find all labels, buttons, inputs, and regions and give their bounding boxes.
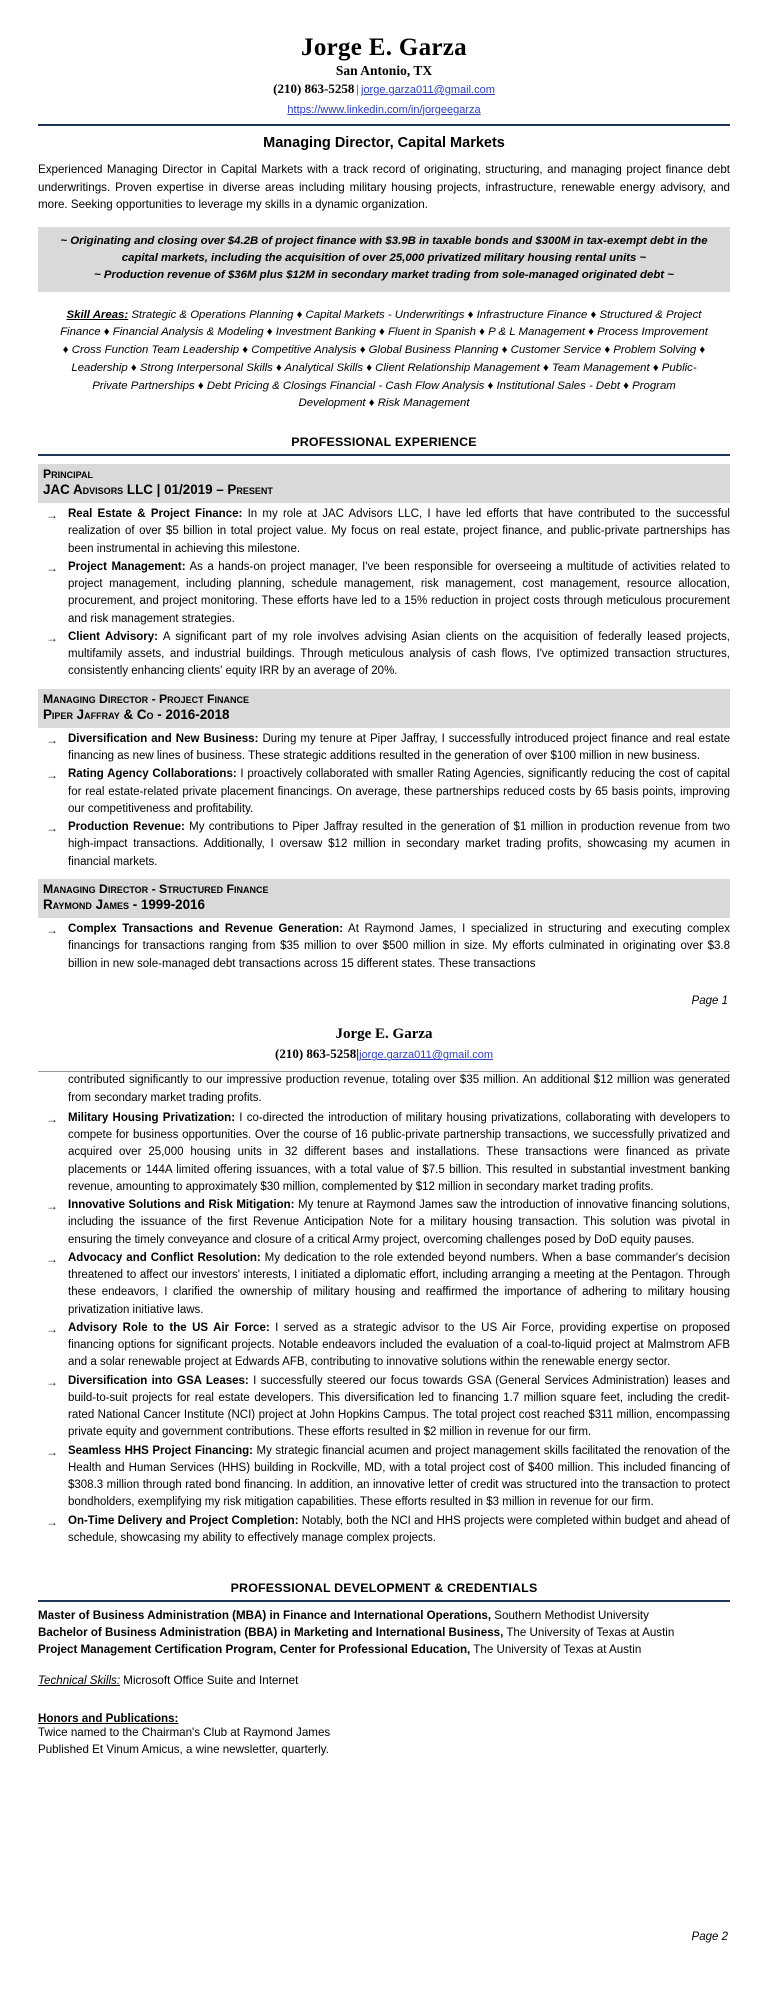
bullet-text: My contributions to Piper Jaffray resulted in the generation of $1 million in production revenue from two high-impact transactions. Additionally, I oversaw $12 million in secondary market trading profits, showcasing my acumen in financial markets. xyxy=(68,821,731,868)
candidate-location: San Antonio, TX xyxy=(335,63,433,78)
arrow-icon: → xyxy=(46,630,58,645)
credential-school: The University of Texas at Austin xyxy=(470,1642,642,1656)
contact-line xyxy=(38,81,730,98)
section-title-credentials: PROFESSIONAL DEVELOPMENT & CREDENTIALS xyxy=(230,1581,538,1596)
professional-summary: Experienced Managing Director in Capital Markets with a track record of originating, structuring, and managing project finance debt underwritings. Proven expertise in diverse areas including military housing projects, infrastructure, renewable energy advisory, and more. Seeking opportunities to leverage my skills in a dynamic organization. xyxy=(38,163,730,211)
continuation-paragraph: contributed significantly to our impressive production revenue, totaling over $35 million. An additional $12 million was generated from secondary market trading profits. xyxy=(68,1074,730,1104)
page-2-header xyxy=(38,1025,730,1063)
candidate-name-page2: Jorge E. Garza xyxy=(335,1025,433,1042)
bullet-text: As a hands-on project manager, I've been responsible for overseeing a multitude of activities related to project management, including planning, schedule management, risk management, cost management, resource allocation, procurement, and project monitoring. These efforts have led to a 15% reduction in project costs through meticulous procurement and risk management strategies. xyxy=(68,560,730,625)
job-company-0: JAC Advisors LLC | 01/2019 – Present xyxy=(43,482,273,498)
credential-school: The University of Texas at Austin xyxy=(503,1625,675,1639)
job-role-0: Principal xyxy=(43,466,93,481)
page-2-footer: Page 2 xyxy=(691,1930,728,1943)
highlight-line-2: ~ Production revenue of $36M plus $12M in secondary market trading from sole-managed originated debt ~ xyxy=(94,269,674,282)
bullet-item xyxy=(38,1373,730,1442)
credentials-list xyxy=(38,1608,730,1658)
bullet-lead: Innovative Solutions and Risk Mitigation: xyxy=(68,1199,295,1212)
bullet-item xyxy=(38,1110,730,1196)
contact-line-page2 xyxy=(38,1046,730,1063)
arrow-icon: → xyxy=(46,923,58,938)
arrow-icon: → xyxy=(46,1199,58,1214)
linkedin-link[interactable]: https://www.linkedin.com/in/jorgeegarza xyxy=(287,103,481,116)
skill-areas-label: Skill Areas: xyxy=(66,308,129,321)
page-2-bullets xyxy=(38,1110,730,1547)
honors-item: Published Et Vinum Amicus, a wine newsletter, quarterly. xyxy=(38,1743,329,1757)
bullet-lead: Real Estate & Project Finance: xyxy=(68,508,243,521)
linkedin-line xyxy=(38,98,730,120)
arrow-icon: → xyxy=(46,1444,58,1459)
arrow-icon: → xyxy=(46,1321,58,1336)
arrow-icon: → xyxy=(46,508,58,523)
arrow-icon: → xyxy=(46,1111,58,1126)
bullet-item xyxy=(38,1443,730,1512)
section-title-experience: PROFESSIONAL EXPERIENCE xyxy=(291,434,477,449)
honors-item: Twice named to the Chairman's Club at Raymond James xyxy=(38,1726,331,1740)
bullet-text: A significant part of my role involves advising Asian clients on the acquisition of federally leased projects, multifamily assets, and industrial buildings. Through meticulous analysis of cash flows, I've optimized transaction structures, consistently enhancing clients' equity IRR by an average of 20%. xyxy=(68,630,730,678)
phone-number-page2: (210) 863-5258 xyxy=(275,1046,357,1062)
bullet-text: I successfully steered our focus towards GSA (General Services Administration) leases and build-to-suit projects for real estate developers. This diversification led to financing 1.7 million square feet, including the credit-rated National Cancer Institute (NCI) project at John Hopkins Campus. The total project cost reached $311 million, encompassing private equity and government contributions. These efforts resulted in $2 million in revenue for our firm. xyxy=(68,1374,731,1439)
page-1-footer: Page 1 xyxy=(691,994,728,1007)
bullet-item xyxy=(38,921,730,973)
bullet-lead: Production Revenue: xyxy=(68,821,185,834)
credentials-divider xyxy=(38,1600,730,1602)
bullet-lead: On-Time Delivery and Project Completion: xyxy=(68,1514,299,1527)
job-bullets-2 xyxy=(38,921,730,973)
skill-areas-list: Strategic & Operations Planning ♦ Capital Markets - Underwritings ♦ Infrastructure Finance ♦ Structured & Project Finance ♦ Financial Analysis & Modeling ♦ Investment Banking ♦ Fluent in Spanish ♦ P & L Management ♦ Process Improvement ♦ Cross Function Team Leadership ♦ Competitive Analysis ♦ Global Business Planning ♦ Customer Service ♦ Problem Solving ♦ Leadership ♦ Strong Interpersonal Skills ♦ Analytical Skills ♦ Client Relationship Management ♦ Team Management ♦ Public-Private Partnerships ♦ Debt Pricing & Closings Financial - Cash Flow Analysis ♦ Institutional Sales - Debt ♦ Program Development ♦ Risk Management xyxy=(60,308,708,410)
bullet-lead: Diversification and New Business: xyxy=(68,732,259,745)
bullet-lead: Military Housing Privatization: xyxy=(68,1111,236,1124)
bullet-item xyxy=(38,1197,730,1249)
job-company-2: Raymond James - 1999-2016 xyxy=(43,897,205,913)
highlight-line-1: ~ Originating and closing over $4.2B of project finance with $3.9B in taxable bonds and $300M in tax-exempt debt in the capital markets, including the acquisition of over 25,000 privatized military housing rental units ~ xyxy=(60,234,708,265)
phone-number: (210) 863-5258 xyxy=(273,80,355,96)
bullet-item xyxy=(38,731,730,766)
job-bullets-0 xyxy=(38,506,730,681)
experience-divider xyxy=(38,454,730,456)
job-header-2 xyxy=(38,879,730,918)
bullet-text: In my role at JAC Advisors LLC, I have led efforts that have contributed to the successful realization of over $5 billion in total project value. My focus on real estate, project finance, and public-private partnerships has been instrumental in achieving this milestone. xyxy=(68,508,730,555)
skill-areas xyxy=(38,307,730,413)
bullet-text: During my tenure at Piper Jaffray, I successfully introduced project finance and real estate financing as new lines of business. These strategic additions resulted in the generation of over $100 million in new business. xyxy=(68,732,731,763)
bullet-text: My tenure at Raymond James saw the introduction of innovative financing solutions, including the issuance of the first Revenue Anticipation Note for a military housing transaction. This solution was pivotal in ensuring the timely conveyance and closure of a critical Army project, overcoming challenges posed by DoD equity pauses. xyxy=(68,1199,730,1246)
bullet-item xyxy=(38,766,730,818)
bullet-text: Notably, both the NCI and HHS projects were completed within budget and ahead of schedule, showcasing my ability to effectively manage complex projects. xyxy=(68,1514,730,1544)
bullet-item xyxy=(38,506,730,558)
resume-page-2 xyxy=(0,1007,768,2007)
bullet-lead: Rating Agency Collaborations: xyxy=(68,768,237,781)
bullet-item xyxy=(38,559,730,628)
contact-separator: | xyxy=(356,80,359,96)
header-divider xyxy=(38,124,730,126)
arrow-icon: → xyxy=(46,732,58,747)
bullet-text: My strategic financial acumen and project management skills facilitated the renovation of the Health and Human Services (HHS) building in Rockville, MD, with a total project cost of $400 million. This included financing of $308.3 million through rated bond financing. In addition, an innovative letter of credit was structured into the transaction to protect bondholders, exemplifying my risk mitigation capabilities. These efforts resulted in $3 million in revenue for our firm. xyxy=(68,1444,730,1509)
credential-item xyxy=(38,1608,730,1625)
credential-degree: Master of Business Administration (MBA) in Finance and International Operations, xyxy=(38,1609,492,1623)
arrow-icon: → xyxy=(46,768,58,783)
technical-skills xyxy=(38,1673,730,1690)
technical-skills-text: Microsoft Office Suite and Internet xyxy=(120,1674,299,1688)
arrow-icon: → xyxy=(46,1251,58,1266)
credential-item xyxy=(38,1642,730,1659)
job-bullets-1 xyxy=(38,731,730,871)
bullet-text: At Raymond James, I specialized in structuring and executing complex financings for transactions ranging from $35 million to over $500 million in size. My efforts culminated in originating over $3.8 billion in new sole-managed debt transactions across 15 different states. These transactions xyxy=(68,923,730,970)
bullet-item xyxy=(38,1320,730,1372)
bullet-item xyxy=(38,819,730,871)
bullet-item xyxy=(38,1250,730,1319)
bullet-lead: Complex Transactions and Revenue Generation: xyxy=(68,923,344,936)
bullet-item xyxy=(38,629,730,681)
job-header-1 xyxy=(38,689,730,728)
bullet-text: I co-directed the introduction of military housing privatizations, collaborating with developers to compete for business opportunities. Over the course of 16 public-private partnership transactions, we successfully privatized and acquired over 25,000 housing units in 32 different bases and installations. These transactions were financed as private placements or 144A limited offering issuances, with a total value of $7.5 billion. This resulted in substantial investment banking revenue, amounting to approximately $30 million, complemented by $12 million in secondary market trading profits. xyxy=(68,1111,730,1193)
credential-degree: Bachelor of Business Administration (BBA) in Marketing and International Business, xyxy=(38,1625,504,1639)
job-role-1: Managing Director - Project Finance xyxy=(43,691,249,706)
email-link-page2[interactable]: jorge.garza011@gmail.com xyxy=(359,1049,493,1062)
credential-school: Southern Methodist University xyxy=(491,1609,649,1623)
bullet-lead: Advocacy and Conflict Resolution: xyxy=(68,1251,261,1264)
contact-separator-page2: | xyxy=(356,1046,360,1062)
job-header-0 xyxy=(38,464,730,503)
bullet-lead: Seamless HHS Project Financing: xyxy=(68,1444,253,1457)
email-link[interactable]: jorge.garza011@gmail.com xyxy=(361,83,495,96)
document-header xyxy=(38,34,730,119)
arrow-icon: → xyxy=(46,1374,58,1389)
job-company-1: Piper Jaffray & Co - 2016-2018 xyxy=(43,706,230,722)
bullet-text: My dedication to the role extended beyond numbers. When a base commander's decision threatened to affect our investors' interests, I initiated a diplomatic effort, including arranging a meeting at the Pentagon. Through these endeavors, I clarified the ownership of military housing and reaffirmed the importance of adhering to military housing privatization initiative laws. xyxy=(68,1251,730,1316)
arrow-icon: → xyxy=(46,1514,58,1529)
credential-degree: Project Management Certification Program, Center for Professional Education, xyxy=(38,1642,471,1656)
honors-heading: Honors and Publications: xyxy=(38,1712,179,1726)
bullet-lead: Client Advisory: xyxy=(68,630,159,643)
technical-skills-label: Technical Skills: xyxy=(38,1674,121,1688)
bullet-text: I served as a strategic advisor to the US Air Force, providing expertise on proposed financing options for significant projects. Notable endeavors included the evaluation of a coal-to-liquid project at Malmstrom AFB and a solar renewable project at Edwards AFB, contributing to innovative solutions within the renewable energy sector. xyxy=(68,1321,730,1369)
job-role-2: Managing Director - Structured Finance xyxy=(43,881,269,896)
career-highlights-box xyxy=(38,227,730,292)
candidate-name: Jorge E. Garza xyxy=(301,34,467,61)
professional-headline: Managing Director, Capital Markets xyxy=(263,135,505,152)
credential-item xyxy=(38,1625,730,1642)
bullet-text: I proactively collaborated with smaller Rating Agencies, significantly reducing the cost of capital for real estate-related private placement financings. On average, these partnerships reduced costs by 65 basis points, improving our competitiveness and profitability. xyxy=(68,768,730,815)
bullet-item xyxy=(38,1513,730,1548)
bottom-spacer xyxy=(38,1759,730,1909)
bullet-lead: Advisory Role to the US Air Force: xyxy=(68,1321,270,1334)
bullet-lead: Diversification into GSA Leases: xyxy=(68,1374,249,1387)
arrow-icon: → xyxy=(46,821,58,836)
arrow-icon: → xyxy=(46,560,58,575)
bullet-lead: Project Management: xyxy=(68,560,186,573)
